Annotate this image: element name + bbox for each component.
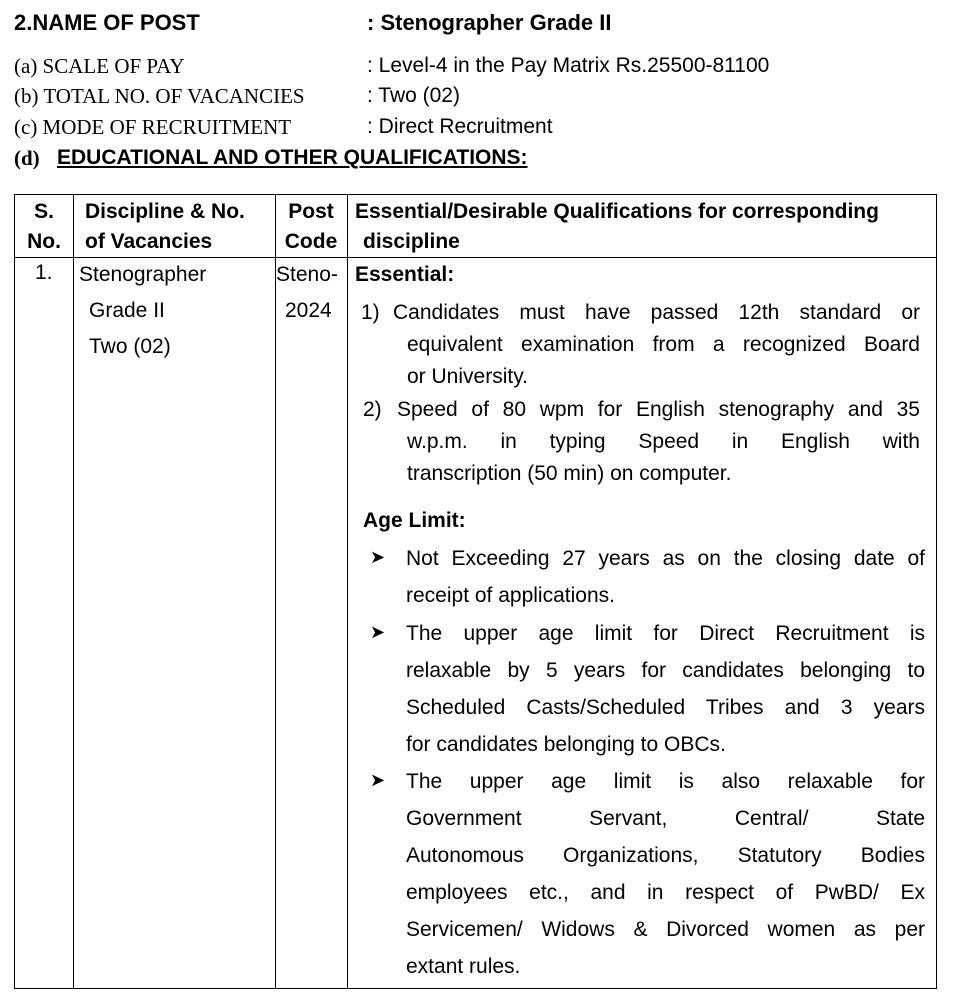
header-discipline: Discipline & No. of Vacancies	[85, 200, 245, 253]
age-limit-point	[406, 540, 925, 614]
point-line: The upper age limit for Direct Recruitment is	[406, 622, 925, 645]
point-line: Autonomous Organizations, Statutory Bodies	[406, 844, 925, 867]
scale-of-pay-label: (a) SCALE OF PAY	[14, 54, 185, 78]
item-number: 2)	[363, 398, 382, 421]
qualification-table	[14, 194, 937, 989]
item-text-line: or University.	[407, 365, 528, 388]
item-text-line: transcription (50 min) on computer.	[407, 462, 732, 485]
item-text-line: w.p.m. in typing Speed in English with	[407, 430, 920, 453]
arrow-bullet-icon: ➤	[370, 547, 386, 567]
cell-discipline: Stenographer Grade II Two (02)	[79, 263, 207, 358]
age-limit-point	[406, 763, 925, 985]
cell-sno: 1.	[35, 261, 53, 284]
vacancies-value: : Two (02)	[367, 84, 460, 107]
column-divider	[73, 195, 74, 988]
essential-item	[355, 297, 920, 393]
mode-label: (c) MODE OF RECRUITMENT	[14, 115, 292, 139]
arrow-bullet-icon: ➤	[370, 770, 386, 790]
point-line: Not Exceeding 27 years as on the closing date of	[406, 547, 925, 570]
mode-value: : Direct Recruitment	[367, 115, 553, 138]
age-limit-point	[406, 615, 925, 763]
point-line: extant rules.	[406, 955, 521, 978]
point-line: relaxable by 5 years for candidates belonging to	[406, 659, 925, 682]
post-heading-value: : Stenographer Grade II	[367, 10, 612, 35]
point-line: Government Servant, Central/ State	[406, 807, 925, 830]
qualifications-prefix: (d)	[14, 146, 40, 170]
cell-qualifications	[355, 257, 930, 987]
point-line: receipt of applications.	[406, 584, 615, 607]
item-text-line: Speed of 80 wpm for English stenography and 35	[397, 398, 920, 421]
scale-of-pay-value: : Level-4 in the Pay Matrix Rs.25500-81100	[367, 54, 770, 77]
post-heading-label: 2.NAME OF POST	[14, 10, 200, 35]
item-number: 1)	[361, 301, 380, 324]
point-line: Scheduled Casts/Scheduled Tribes and 3 years	[406, 696, 925, 719]
item-text-line: Candidates must have passed 12th standard or	[393, 301, 920, 324]
point-line: for candidates belonging to OBCs.	[406, 733, 726, 756]
point-line: The upper age limit is also relaxable for	[406, 770, 925, 793]
arrow-bullet-icon: ➤	[370, 622, 386, 642]
header-post-code: Post Code	[284, 200, 338, 253]
header-qualifications: Essential/Desirable Qualifications for corresponding discipline	[355, 200, 879, 253]
age-limit-heading: Age Limit:	[363, 509, 466, 532]
point-line: employees etc., and in respect of PwBD/ Ex	[406, 881, 925, 904]
cell-post-code: Steno- 2024	[276, 263, 338, 322]
vacancies-label: (b) TOTAL NO. OF VACANCIES	[14, 84, 305, 108]
essential-item	[355, 394, 920, 490]
essential-heading: Essential:	[355, 263, 455, 286]
point-line: Servicemen/ Widows & Divorced women as per	[406, 918, 925, 941]
header-sno: S. No.	[27, 200, 61, 253]
item-text-line: equivalent examination from a recognized Board	[407, 333, 920, 356]
qualifications-heading: EDUCATIONAL AND OTHER QUALIFICATIONS:	[57, 146, 528, 169]
